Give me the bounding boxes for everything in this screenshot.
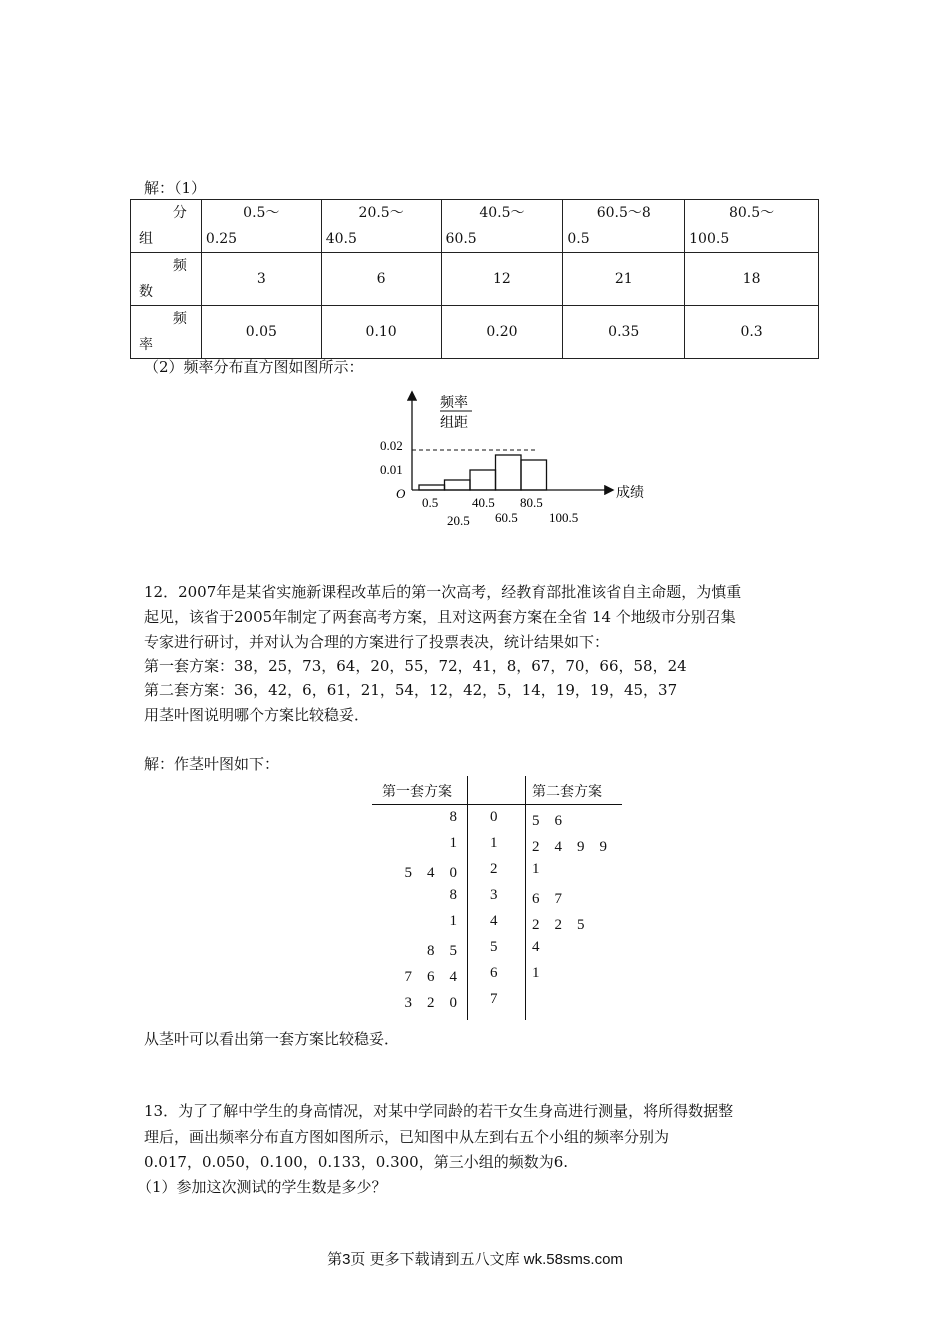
group-cell: 40.5～ 60.5 [441,200,563,253]
row-header: 频 率 [131,306,202,359]
count-cell: 3 [201,253,321,306]
q12-line: 专家进行研讨，并对认为合理的方案进行了投票表决，统计结果如下： [144,633,610,651]
rate-cell: 0.20 [441,306,563,359]
stem-leaf-stem: 4 [490,913,498,929]
group-cell: 0.5～ 0.25 [201,200,321,253]
frequency-table [130,199,819,359]
group-cell: 20.5～ 40.5 [321,200,441,253]
histogram-bar [445,480,471,490]
x-tick-label: 0.5 [422,495,439,510]
stem-leaf-plot [372,776,632,1020]
solution-1-part-2: （2）频率分布直方图如图所示： [144,358,364,376]
frequency-histogram [360,385,660,530]
stem-leaf-right-leaves: 2 4 9 9 [532,839,608,855]
divider [372,804,622,805]
stem-leaf-right-leaves: 1 [532,861,540,877]
y-tick-label: 0.02 [380,438,403,453]
x-tick-label: 80.5 [520,495,543,510]
q12-line: 起见，该省于2005年制定了两套高考方案，且对这两套方案在全省 14 个地级市分别召集 [144,608,736,626]
y-label-bottom: 组距 [440,415,468,431]
q12-question: 用茎叶图说明哪个方案比较稳妥． [144,706,370,724]
rate-cell: 0.05 [201,306,321,359]
group-cell: 80.5～ 100.5 [685,200,819,253]
stem-leaf-left-leaves: 1 [449,835,457,851]
histogram-bar [521,460,547,490]
q12-plan-2-data: 第二套方案：36，42，6，61，21，54，12，42，5，14，19，19，45，37 [144,681,678,699]
divider [467,776,468,1020]
rate-cell: 0.3 [685,306,819,359]
x-axis-label: 成绩 [616,485,644,501]
row-header: 分 组 [131,200,202,253]
page-footer: 第3页 更多下载请到五八文库 wk.58sms.com [327,1251,623,1268]
stem-leaf-left-leaves: 1 [449,913,457,929]
table-row [131,253,819,306]
stem-leaf-left-leaves: 5 4 0 [404,865,457,881]
stem-leaf-left-leaves: 8 [449,887,457,903]
q12-line: 12．2007年是某省实施新课程改革后的第一次高考，经教育部批准该省自主命题，为慎重 [144,583,742,601]
origin-label: O [396,486,406,501]
x-tick-label: 60.5 [495,510,518,525]
stem-leaf-right-leaves: 5 6 [532,813,563,829]
rate-cell: 0.35 [563,306,685,359]
stem-leaf-stem: 3 [490,887,498,903]
solution-1-intro: 解：（1） [144,179,207,197]
stem-leaf-left-leaves: 8 [449,809,457,825]
histogram-bar [496,455,522,490]
y-tick-label: 0.01 [380,462,403,477]
x-tick-label: 20.5 [447,513,470,528]
solution-2-conclusion: 从茎叶可以看出第一套方案比较稳妥． [144,1030,400,1048]
histogram-bar [470,470,496,490]
stem-leaf-right-leaves: 4 [532,939,540,955]
right-plan-title: 第二套方案 [532,784,602,800]
stem-leaf-stem: 6 [490,965,498,981]
stem-leaf-right-leaves: 6 7 [532,891,563,907]
count-cell: 18 [685,253,819,306]
y-label-top: 频率 [440,395,468,411]
stem-leaf-stem: 5 [490,939,498,955]
stem-leaf-left-leaves: 8 5 [426,943,457,959]
stem-leaf-stem: 1 [490,835,498,851]
q13-question-1: （1）参加这次测试的学生数是多少？ [137,1178,387,1196]
rate-cell: 0.10 [321,306,441,359]
divider [525,776,526,1020]
group-cell: 60.5～8 0.5 [563,200,685,253]
count-cell: 6 [321,253,441,306]
count-cell: 21 [563,253,685,306]
stem-leaf-right-leaves: 1 [532,965,540,981]
row-header: 频 数 [131,253,202,306]
q13-line: 理后，画出频率分布直方图如图所示，已知图中从左到右五个小组的频率分别为 [144,1128,670,1146]
x-tick-label: 100.5 [549,510,579,525]
table-row [131,200,819,253]
table-row [131,306,819,359]
stem-leaf-stem: 7 [490,991,498,1007]
q13-line: 13．为了了解中学生的身高情况，对某中学同龄的若干女生身高进行测量，将所得数据整 [144,1102,734,1120]
stem-leaf-stem: 0 [490,809,498,825]
count-cell: 12 [441,253,563,306]
stem-leaf-right-leaves: 2 2 5 [532,917,585,933]
stem-leaf-left-leaves: 7 6 4 [404,969,457,985]
left-plan-title: 第一套方案 [382,784,452,800]
q12-plan-1-data: 第一套方案：38，25，73，64，20，55，72，41，8，67，70，66，58，24 [144,657,687,675]
stem-leaf-stem: 2 [490,861,498,877]
stem-leaf-left-leaves: 3 2 0 [404,995,457,1011]
q13-line: 0.017，0.050，0.100，0.133，0.300，第三小组的频数为6. [144,1153,569,1171]
x-tick-label: 40.5 [472,495,495,510]
solution-2-intro: 解：作茎叶图如下： [144,755,280,773]
histogram-bar [419,485,445,490]
